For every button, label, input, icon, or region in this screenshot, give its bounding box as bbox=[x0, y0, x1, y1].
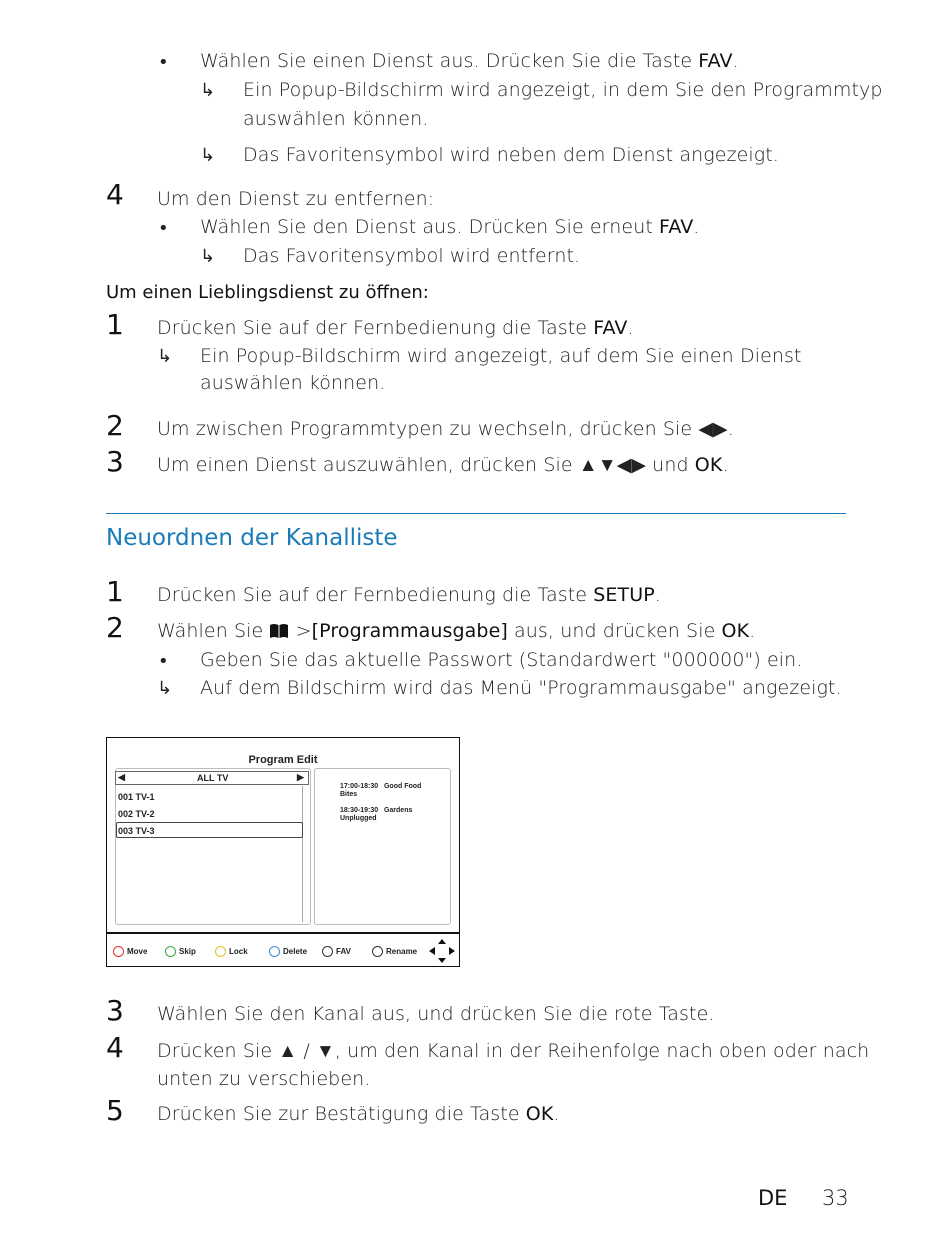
result-text: auswählen können. bbox=[200, 372, 386, 394]
result-text: Ein Popup-Bildschirm wird angezeigt, in dem Sie den Programmtyp bbox=[243, 79, 883, 101]
step-number: 3 bbox=[106, 994, 124, 1027]
step-text: Drücken Sie auf der Fernbedienung die Taste FAV. bbox=[157, 317, 634, 339]
step-number: 4 bbox=[106, 178, 124, 211]
bullet: • bbox=[158, 218, 169, 239]
step-number: 5 bbox=[106, 1094, 124, 1127]
result-text: Auf dem Bildschirm wird das Menü "Programmausgabe" angezeigt. bbox=[200, 677, 842, 699]
bullet-text: Geben Sie das aktuelle Passwort (Standardwert "000000") ein. bbox=[200, 649, 803, 671]
step-text: Drücken Sie zur Bestätigung die Taste OK. bbox=[157, 1103, 560, 1125]
bullet-text: Wählen Sie den Dienst aus. Drücken Sie erneut FAV. bbox=[200, 216, 700, 238]
rename-button-icon bbox=[372, 946, 383, 957]
channel-row[interactable]: 003 TV-3 bbox=[118, 826, 155, 836]
rename-legend: Rename bbox=[372, 946, 417, 957]
step-number: 2 bbox=[106, 611, 124, 644]
lock-legend: Lock bbox=[215, 946, 248, 957]
page-number: 33 bbox=[822, 1186, 849, 1210]
step-text: Um den Dienst zu entfernen: bbox=[157, 188, 435, 210]
step-text: Wählen Sie >[Programmausgabe] aus, und drücken Sie OK. bbox=[157, 620, 756, 642]
step-number: 4 bbox=[106, 1031, 124, 1064]
epg-entry: 18:30-19:30 Gardens Unplugged bbox=[340, 807, 413, 822]
channel-row[interactable]: 002 TV-2 bbox=[118, 809, 155, 819]
scrollbar[interactable] bbox=[302, 786, 303, 922]
subheading: Um einen Lieblingsdienst zu öffnen: bbox=[106, 282, 429, 303]
step-text: Um einen Dienst auszuwählen, drücken Sie ▲▼◀▶ und OK. bbox=[157, 454, 729, 476]
navigation-arrows-icon bbox=[429, 939, 455, 968]
delete-legend: Delete bbox=[269, 946, 307, 957]
book-icon bbox=[269, 622, 289, 638]
language-code: DE bbox=[758, 1186, 788, 1210]
left-arrow-icon[interactable]: ◀ bbox=[118, 772, 125, 782]
result-arrow-icon: ↳ bbox=[200, 80, 216, 101]
result-text: auswählen können. bbox=[243, 108, 429, 130]
program-edit-screen bbox=[106, 737, 460, 967]
section-title: Neuordnen der Kanalliste bbox=[106, 525, 398, 551]
red-button-icon bbox=[113, 946, 124, 957]
step-number: 2 bbox=[106, 409, 124, 442]
green-button-icon bbox=[165, 946, 176, 957]
result-text: Das Favoritensymbol wird neben dem Dienst angezeigt. bbox=[243, 144, 779, 166]
result-arrow-icon: ↳ bbox=[200, 246, 216, 267]
result-text: Das Favoritensymbol wird entfernt. bbox=[243, 245, 581, 267]
epg-entry: 17:00-18:30 Good Food Bites bbox=[340, 783, 422, 798]
right-arrow-icon[interactable]: ▶ bbox=[297, 772, 304, 782]
step-text: Wählen Sie den Kanal aus, und drücken Sie die rote Taste. bbox=[157, 1003, 715, 1025]
result-arrow-icon: ↳ bbox=[157, 346, 173, 367]
step-number: 1 bbox=[106, 308, 124, 341]
move-legend: Move bbox=[113, 946, 147, 957]
step-text: Drücken Sie auf der Fernbedienung die Taste SETUP. bbox=[157, 584, 661, 606]
screen-divider bbox=[107, 932, 459, 934]
step-number: 1 bbox=[106, 575, 124, 608]
channel-row[interactable]: 001 TV-1 bbox=[118, 792, 155, 802]
step-text: Drücken Sie ▲ / ▼, um den Kanal in der Reihenfolge nach oben oder nach bbox=[157, 1040, 870, 1062]
bullet: • bbox=[158, 651, 169, 672]
section-divider bbox=[106, 513, 846, 514]
fav-legend: FAV bbox=[322, 946, 351, 957]
selector-label: ALL TV bbox=[197, 773, 229, 783]
bullet: • bbox=[158, 52, 169, 73]
skip-legend: Skip bbox=[165, 946, 196, 957]
fav-button-icon bbox=[322, 946, 333, 957]
blue-button-icon bbox=[269, 946, 280, 957]
yellow-button-icon bbox=[215, 946, 226, 957]
step-number: 3 bbox=[106, 445, 124, 478]
step-text: unten zu verschieben. bbox=[157, 1068, 371, 1090]
bullet-text: Wählen Sie einen Dienst aus. Drücken Sie die Taste FAV. bbox=[200, 50, 739, 72]
screen-title: Program Edit bbox=[248, 754, 318, 766]
result-text: Ein Popup-Bildschirm wird angezeigt, auf dem Sie einen Dienst bbox=[200, 345, 802, 367]
result-arrow-icon: ↳ bbox=[200, 145, 216, 166]
result-arrow-icon: ↳ bbox=[157, 678, 173, 699]
step-text: Um zwischen Programmtypen zu wechseln, drücken Sie ◀▶. bbox=[157, 418, 734, 440]
